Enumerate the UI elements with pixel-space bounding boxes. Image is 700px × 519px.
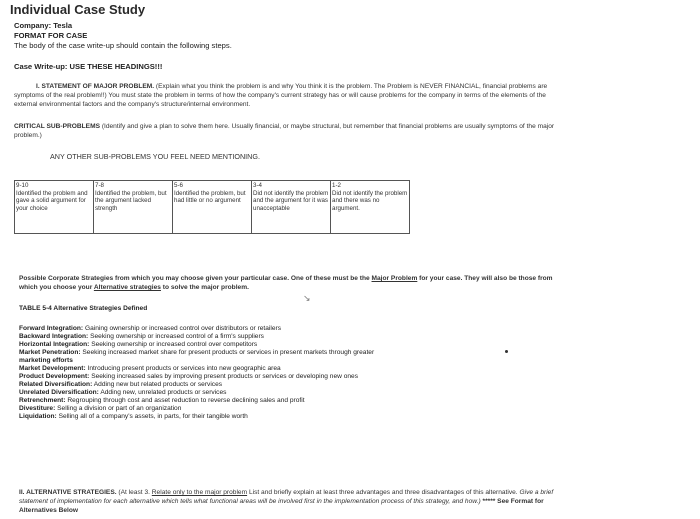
alt-heading: II. ALTERNATIVE STRATEGIES. [19, 489, 117, 496]
possible-text-2a: which you choose your [19, 284, 93, 291]
body-note: The body of the case write-up should contain the following steps. [14, 41, 232, 50]
strategy-term: Market Penetration: [19, 349, 81, 356]
table-title: TABLE 5-4 Alternative Strategies Defined [19, 305, 148, 312]
alt-line-2 [19, 498, 695, 507]
rubric-desc: Did not identify the problem and the argument for it was unacceptable [253, 189, 329, 212]
strategy-def: Seeking increased market share for present products or services in present markets through greater [82, 349, 375, 356]
possible-line-2 [19, 284, 249, 293]
strategy-row [19, 357, 73, 364]
strategy-row [19, 365, 281, 372]
strategy-row [19, 381, 222, 388]
strategy-row [19, 413, 248, 420]
statement-line-1 [36, 83, 696, 92]
rubric-desc: Did not identify the problem and there was no argument. [332, 189, 408, 212]
strategy-term: Forward Integration: [19, 325, 84, 332]
strategy-def: Selling a division or part of an organization [57, 405, 182, 412]
rubric-score: 3-4 [253, 182, 262, 189]
strategy-def: Seeking increased sales by improving present products or services or developing new ones [91, 373, 359, 380]
strategy-row [19, 373, 358, 380]
statement-text-1: (Explain what you think the problem is and why You think it is the problem. The Problem is NEVER FINANCIAL, financial problems are [155, 83, 548, 90]
alt-text-1c: Give a brief [519, 489, 554, 496]
relate-major-link: Relate only to the major problem [151, 489, 248, 496]
strategy-term: Unrelated Diversification: [19, 389, 99, 396]
strategy-def: Gaining ownership or increased control over distributors or retailers [84, 325, 282, 332]
possible-text-1a: Possible Corporate Strategies from which you may choose given your particular case. One of these must be the [19, 275, 370, 282]
rubric-score: 5-6 [174, 182, 183, 189]
alternative-strategies-link: Alternative strategies [93, 284, 161, 291]
rubric-cell [252, 181, 331, 234]
strategy-term: Market Development: [19, 365, 86, 372]
statement-line-2: symptoms of the real problem!!) You must state the problem in terms of how the company's current strategy has or will cause problems for the company in terms of the elements of the [14, 92, 546, 99]
strategy-def: Introducing present products or services into new geographic area [87, 365, 281, 372]
alt-text-1b: List and briefly explain at least three advantages and three disadvantages of this alternative. [248, 489, 518, 496]
rubric-cell [331, 181, 410, 234]
rubric-desc: Identified the problem and gave a solid argument for your choice [16, 189, 88, 212]
statement-line-3: external environmental factors and the company's structure/internal environment. [14, 101, 251, 108]
possible-text-2b: to solve the major problem. [162, 284, 249, 291]
strategy-term: Divestiture: [19, 405, 56, 412]
alt-text-1a: (At least 3. [118, 489, 150, 496]
strategy-def: Seeking ownership or increased control over competitors [91, 341, 258, 348]
alt-text-2a: statement of implementation for each alternative which tells what functional areas will be involved first in the implementation process of this strategy, and how.) [19, 498, 481, 505]
grading-rubric [14, 180, 410, 234]
strategy-def: Adding new, unrelated products or services [100, 389, 227, 396]
strategy-term: Related Diversification: [19, 381, 93, 388]
format-line: FORMAT FOR CASE [14, 31, 88, 40]
alt-line-3: Alternatives Below [19, 507, 78, 514]
case-writeup-heading: Case Write-up: USE THESE HEADINGS!!! [14, 62, 163, 71]
rubric-desc: Identified the problem, but the argument lacked strength [95, 189, 167, 212]
possible-text-1b: for your case. They will also be those from [419, 275, 553, 282]
critical-heading: CRITICAL SUB-PROBLEMS [14, 123, 100, 130]
strategy-term: Horizontal Integration: [19, 341, 90, 348]
critical-line-1 [14, 123, 694, 132]
strategy-row [19, 325, 281, 332]
rubric-score: 1-2 [332, 182, 341, 189]
strategy-def: marketing efforts [19, 357, 73, 364]
rubric-cell [173, 181, 252, 234]
rubric-desc: Identified the problem, but had little or no argument [174, 189, 246, 205]
strategy-def: Adding new but related products or services [93, 381, 223, 388]
strategy-row [19, 405, 181, 412]
major-problem-link: Major Problem [371, 275, 418, 282]
possible-line-1 [19, 275, 689, 284]
rubric-cell [94, 181, 173, 234]
critical-line-2: problem.) [14, 132, 42, 139]
strategy-row [19, 333, 264, 340]
strategy-row [19, 389, 226, 396]
bullet-dot [505, 350, 508, 353]
alt-text-2b: ***** See Format for [482, 498, 544, 505]
rubric-score: 7-8 [95, 182, 104, 189]
rubric-cell [15, 181, 94, 234]
page-title: Individual Case Study [10, 2, 146, 17]
company-line: Company: Tesla [14, 21, 73, 30]
strategy-term: Retrenchment: [19, 397, 66, 404]
strategy-term: Backward Integration: [19, 333, 89, 340]
mouse-cursor-icon: ↘ [303, 293, 311, 303]
rubric-score: 9-10 [16, 182, 29, 189]
strategy-row [19, 341, 257, 348]
strategy-def: Seeking ownership or increased control of a firm's suppliers [90, 333, 264, 340]
critical-text-1: (Identify and give a plan to solve them here. Usually financial, or maybe structural, but remember that financial problems are usually symptoms of the major [101, 123, 555, 130]
rubric-row [15, 181, 410, 234]
strategy-row [19, 397, 305, 404]
strategy-def: Regrouping through cost and asset reduction to reverse declining sales and profit [67, 397, 305, 404]
strategy-def: Selling all of a company's assets, in parts, for their tangible worth [58, 413, 248, 420]
strategy-row [19, 349, 374, 356]
strategy-term: Liquidation: [19, 413, 57, 420]
any-other-line: ANY OTHER SUB-PROBLEMS YOU FEEL NEED MENTIONING. [50, 152, 260, 161]
statement-heading: I. STATEMENT OF MAJOR PROBLEM. [36, 83, 155, 90]
strategy-term: Product Development: [19, 373, 90, 380]
alt-line-1 [19, 489, 695, 498]
